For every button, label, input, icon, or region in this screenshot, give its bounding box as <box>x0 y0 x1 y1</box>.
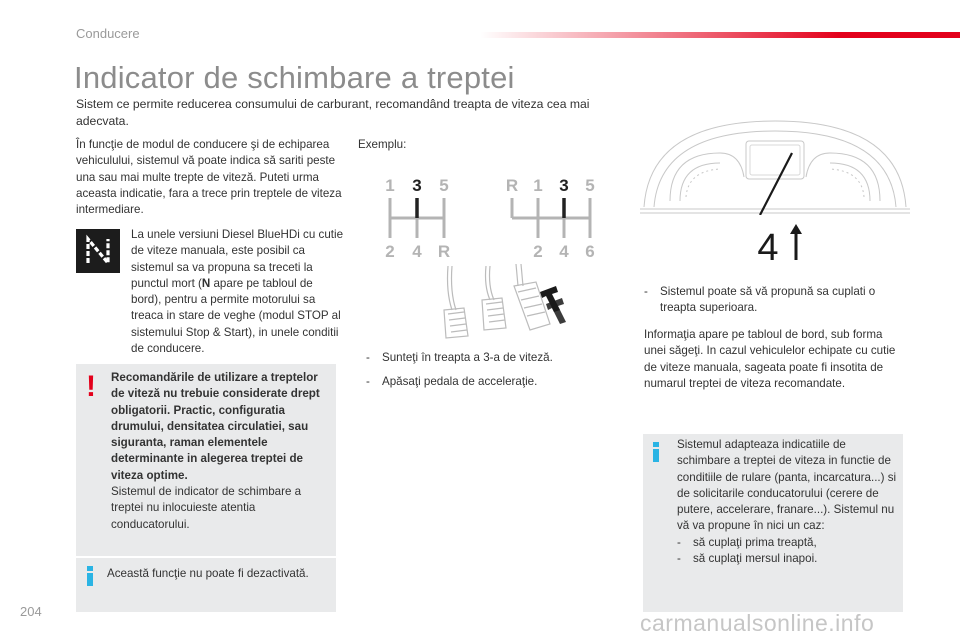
list-item <box>677 551 901 567</box>
gearbox-5-speed-diagram <box>372 172 462 262</box>
list-item <box>366 374 616 390</box>
page-number: 204 <box>20 604 42 619</box>
gearbox-5-bottom-4: 4 <box>412 242 422 261</box>
no-reverse-item: să cuplaţi mersul inapoi. <box>693 552 818 566</box>
skip-gears-paragraph: În funcţie de modul de conducere şi de echiparea vehiculului, sistemul vă poate indica să sariti peste una sau mai multe trepte de viteză. Puteti urma aceasta indicatie, fara a trece prin treptele de viteza intermediare. <box>76 138 342 217</box>
gearbox-5-top-5: 5 <box>439 176 449 195</box>
upshift-indicator-display <box>752 220 816 272</box>
warning-bold-text: Recomandările de utilizare a treptelor de viteză nu trebuie considerate drept obligatorii. Practic, configuratia drumului, densitatea circulatiei, sau siguranta, raman elementele determinante in alegerea treptei de viteza optime. <box>111 371 320 482</box>
gearbox-5-top-1: 1 <box>385 176 395 195</box>
recommended-gear-digit: 4 <box>757 227 779 269</box>
bullet-dash: - <box>644 285 648 298</box>
neutral-note-n: N <box>201 276 211 290</box>
gearbox-6-top-1: 1 <box>533 176 543 195</box>
page-title: Indicator de schimbare a treptei <box>74 60 515 95</box>
gearbox-5-bottom-r: R <box>437 242 451 261</box>
info-adaptation-paragraph: Sistemul adapteaza indicatiile de schimbare a treptei de viteza in functie de conditiile de rulare (panta, incarcatura...) si de solicitarile conducatorului (cerere de putere, accelerare, franare...). Sistemul nu vă va propune în nici un caz: <box>677 438 897 533</box>
example-label: Exemplu: <box>358 138 407 151</box>
instrument-cluster-illustration <box>640 117 910 215</box>
neutral-n-icon <box>76 229 120 273</box>
gearbox-6-speed-diagram <box>496 172 608 262</box>
gearbox-5-top-3: 3 <box>412 176 422 195</box>
neutral-note-after: apare pe tabloul de bord), pentru a permite motorului sa treaca in stare de veghe (modul STOP al sistemului Stop & Start), in unele conditii de conducere. <box>131 276 341 356</box>
gearbox-6-top-r: R <box>505 176 519 195</box>
callout-line <box>760 153 792 215</box>
list-item <box>366 350 616 366</box>
info-adaptation-text <box>677 437 901 567</box>
header-rule <box>480 32 960 38</box>
gear-three-bullet: Sunteţi în treapta a 3-a de viteză. <box>382 351 553 364</box>
info-deactivate-text: Această funcţie nu poate fi dezactivată. <box>107 567 309 580</box>
gearbox-5-bottom-2: 2 <box>385 242 395 261</box>
bullet-dash: - <box>366 351 370 364</box>
warning-normal-text: Sistemul de indicator de schimbare a treptei nu inlocuieste atentia conducatorului. <box>111 485 302 531</box>
upshift-arrow-icon <box>790 224 802 260</box>
dashboard-info-paragraph: Informaţia apare pe tabloul de bord, sub forma unei săgeţi. In cazul vehiculelor echipate cu cutie de viteze manuala, sageata poate fi insotita de numarul treptei de viteza recomandate. <box>644 328 896 390</box>
gearbox-6-bottom-6: 6 <box>585 242 595 261</box>
bullet-dash: - <box>677 552 681 566</box>
list-item <box>644 284 904 317</box>
upshift-bullet: Sistemul poate să vă propună sa cuplati o treapta superioara. <box>660 285 876 315</box>
info-icon <box>652 442 660 462</box>
bullet-dash: - <box>366 375 370 388</box>
bullet-dash: - <box>677 535 681 549</box>
watermark: carmanualsonline.info <box>640 610 875 636</box>
neutral-note-paragraph <box>131 227 346 357</box>
intro-text: Sistem ce permite reducerea consumului de carburant, recomandând treapta de viteza cea mai adecvata. <box>76 97 590 128</box>
warning-exclamation-icon: ! <box>86 370 96 403</box>
no-first-gear-item: să cuplaţi prima treaptă, <box>693 535 817 549</box>
neutral-note-before: La unele versiuni Diesel BlueHDi cu cutie de viteze manuala, este posibil ca sistemul sa va propuna sa treceti la punctul mort ( <box>131 228 344 290</box>
accelerator-bullet: Apăsaţi pedala de acceleraţie. <box>382 375 538 388</box>
info-icon <box>86 566 94 586</box>
list-item <box>677 535 901 551</box>
gearbox-6-top-5: 5 <box>585 176 595 195</box>
gearbox-6-bottom-4: 4 <box>559 242 569 261</box>
section-label: Conducere <box>76 26 140 41</box>
pedals-illustration <box>426 262 576 340</box>
gearbox-6-top-3: 3 <box>559 176 569 195</box>
gearbox-6-bottom-2: 2 <box>533 242 543 261</box>
warning-text <box>111 370 333 533</box>
